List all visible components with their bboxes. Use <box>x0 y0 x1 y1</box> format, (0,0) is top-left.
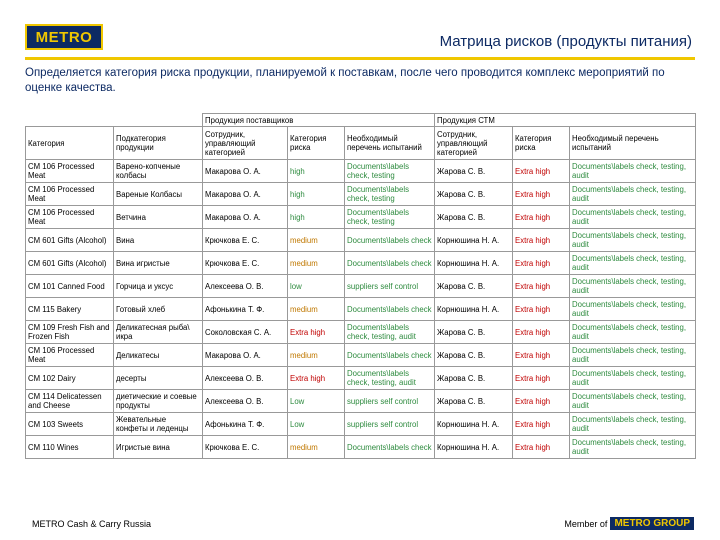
cell-subcategory: Горчица и уксус <box>114 275 203 298</box>
metro-logo <box>25 24 103 50</box>
cell-stm-employee: Жарова С. В. <box>435 160 513 183</box>
header-divider <box>25 57 695 60</box>
cell-tests: Documents\labels check, testing, audit <box>345 321 435 344</box>
cell-stm-tests: Documents\labels check, testing, audit <box>570 206 696 229</box>
cell-stm-tests: Documents\labels check, testing, audit <box>570 367 696 390</box>
cell-stm-employee: Жарова С. В. <box>435 344 513 367</box>
cell-tests: Documents\labels check <box>345 252 435 275</box>
cell-risk: medium <box>288 344 345 367</box>
cell-category: CM 106 Processed Meat <box>26 206 114 229</box>
cell-stm-employee: Корнюшина Н. А. <box>435 229 513 252</box>
cell-stm-tests: Documents\labels check, testing, audit <box>570 436 696 459</box>
cell-stm-risk: Extra high <box>513 252 570 275</box>
cell-tests: Documents\labels check, testing <box>345 160 435 183</box>
cell-stm-tests: Documents\labels check, testing, audit <box>570 321 696 344</box>
cell-stm-risk: Extra high <box>513 229 570 252</box>
cell-stm-employee: Жарова С. В. <box>435 206 513 229</box>
cell-employee: Алексеева О. В. <box>203 275 288 298</box>
cell-employee: Крючкова Е. С. <box>203 436 288 459</box>
cell-stm-employee: Жарова С. В. <box>435 275 513 298</box>
cell-risk: Low <box>288 390 345 413</box>
col-employee: Сотрудник, управляющий категорией <box>203 127 288 160</box>
table-row <box>26 344 696 367</box>
cell-category: CM 103 Sweets <box>26 413 114 436</box>
cell-stm-risk: Extra high <box>513 206 570 229</box>
cell-risk: high <box>288 183 345 206</box>
member-of-label: Member of <box>564 518 608 529</box>
column-header-row <box>26 127 696 160</box>
cell-stm-tests: Documents\labels check, testing, audit <box>570 275 696 298</box>
cell-category: CM 102 Dairy <box>26 367 114 390</box>
cell-stm-risk: Extra high <box>513 413 570 436</box>
footer-member <box>564 517 694 530</box>
cell-stm-risk: Extra high <box>513 321 570 344</box>
cell-tests: Documents\labels check <box>345 344 435 367</box>
cell-risk: Extra high <box>288 367 345 390</box>
table-body <box>26 160 696 459</box>
cell-subcategory: Деликатесная рыба\ икра <box>114 321 203 344</box>
cell-stm-risk: Extra high <box>513 436 570 459</box>
cell-category: CM 106 Processed Meat <box>26 183 114 206</box>
cell-tests: suppliers self control <box>345 275 435 298</box>
col-risk: Категория риска <box>288 127 345 160</box>
col-stm-employee: Сотрудник, управляющий категорией <box>435 127 513 160</box>
cell-tests: Documents\labels check, testing <box>345 183 435 206</box>
cell-employee: Алексеева О. В. <box>203 390 288 413</box>
col-subcategory: Подкатегория продукции <box>114 127 203 160</box>
cell-subcategory: Жевательные конфеты и леденцы <box>114 413 203 436</box>
cell-category: CM 106 Processed Meat <box>26 160 114 183</box>
cell-risk: medium <box>288 252 345 275</box>
table-row <box>26 229 696 252</box>
cell-subcategory: диетические и соевые продукты <box>114 390 203 413</box>
cell-employee: Соколовская С. А. <box>203 321 288 344</box>
cell-stm-tests: Documents\labels check, testing, audit <box>570 390 696 413</box>
cell-employee: Макарова О. А. <box>203 206 288 229</box>
logo-text: METRO <box>35 28 93 46</box>
cell-subcategory: Варено-копченые колбасы <box>114 160 203 183</box>
cell-employee: Афонькина Т. Ф. <box>203 298 288 321</box>
cell-category: CM 109 Fresh Fish and Frozen Fish <box>26 321 114 344</box>
group-stm: Продукция СТМ <box>435 114 696 127</box>
risk-matrix-table-wrap <box>25 113 695 459</box>
cell-subcategory: Вина игристые <box>114 252 203 275</box>
cell-stm-risk: Extra high <box>513 275 570 298</box>
group-suppliers: Продукция поставщиков <box>203 114 435 127</box>
table-row <box>26 390 696 413</box>
table-row <box>26 321 696 344</box>
cell-employee: Макарова О. А. <box>203 344 288 367</box>
cell-category: CM 110 Wines <box>26 436 114 459</box>
cell-tests: suppliers self control <box>345 390 435 413</box>
col-category: Категория <box>26 127 114 160</box>
cell-subcategory: Вина <box>114 229 203 252</box>
col-tests: Необходимый перечень испытаний <box>345 127 435 160</box>
cell-risk: high <box>288 160 345 183</box>
table-row <box>26 252 696 275</box>
cell-stm-employee: Корнюшина Н. А. <box>435 436 513 459</box>
cell-employee: Макарова О. А. <box>203 183 288 206</box>
cell-subcategory: Готовый хлеб <box>114 298 203 321</box>
cell-stm-employee: Жарова С. В. <box>435 321 513 344</box>
group-spacer <box>26 114 114 127</box>
table-row <box>26 183 696 206</box>
table-row <box>26 367 696 390</box>
header <box>0 0 720 58</box>
cell-stm-tests: Documents\labels check, testing, audit <box>570 252 696 275</box>
cell-stm-risk: Extra high <box>513 344 570 367</box>
footer-company: METRO Cash & Carry Russia <box>32 519 152 529</box>
page-subtitle: Определяется категория риска продукции, планируемой к поставкам, после чего проводится комплекс мероприятий по оценке качества. <box>25 67 665 94</box>
cell-tests: Documents\labels check, testing, audit <box>345 367 435 390</box>
cell-category: CM 114 Delicatessen and Cheese <box>26 390 114 413</box>
cell-stm-employee: Корнюшина Н. А. <box>435 252 513 275</box>
cell-risk: medium <box>288 298 345 321</box>
cell-risk: Extra high <box>288 321 345 344</box>
cell-stm-employee: Корнюшина Н. А. <box>435 298 513 321</box>
cell-stm-tests: Documents\labels check, testing, audit <box>570 160 696 183</box>
table-row <box>26 160 696 183</box>
table-row <box>26 206 696 229</box>
table-row <box>26 436 696 459</box>
col-stm-risk: Категория риска <box>513 127 570 160</box>
cell-risk: low <box>288 275 345 298</box>
cell-stm-employee: Жарова С. В. <box>435 390 513 413</box>
cell-employee: Макарова О. А. <box>203 160 288 183</box>
cell-risk: medium <box>288 229 345 252</box>
cell-employee: Крючкова Е. С. <box>203 252 288 275</box>
group-spacer <box>114 114 203 127</box>
cell-subcategory: Вареные Колбасы <box>114 183 203 206</box>
cell-tests: Documents\labels check <box>345 298 435 321</box>
cell-subcategory: Ветчина <box>114 206 203 229</box>
cell-category: CM 101 Canned Food <box>26 275 114 298</box>
cell-stm-employee: Жарова С. В. <box>435 183 513 206</box>
cell-category: CM 601 Gifts (Alcohol) <box>26 229 114 252</box>
cell-stm-employee: Корнюшина Н. А. <box>435 413 513 436</box>
col-stm-tests: Необходимый перечень испытаний <box>570 127 696 160</box>
cell-employee: Крючкова Е. С. <box>203 229 288 252</box>
cell-subcategory: Деликатесы <box>114 344 203 367</box>
cell-stm-risk: Extra high <box>513 390 570 413</box>
cell-stm-risk: Extra high <box>513 183 570 206</box>
cell-tests: Documents\labels check <box>345 436 435 459</box>
cell-stm-risk: Extra high <box>513 160 570 183</box>
cell-stm-tests: Documents\labels check, testing, audit <box>570 298 696 321</box>
cell-tests: Documents\labels check, testing <box>345 206 435 229</box>
cell-stm-tests: Documents\labels check, testing, audit <box>570 413 696 436</box>
table-row <box>26 298 696 321</box>
cell-risk: medium <box>288 436 345 459</box>
cell-employee: Алексеева О. В. <box>203 367 288 390</box>
cell-subcategory: десерты <box>114 367 203 390</box>
cell-category: CM 115 Bakery <box>26 298 114 321</box>
cell-risk: Low <box>288 413 345 436</box>
cell-tests: suppliers self control <box>345 413 435 436</box>
cell-tests: Documents\labels check <box>345 229 435 252</box>
cell-stm-tests: Documents\labels check, testing, audit <box>570 229 696 252</box>
table-row <box>26 275 696 298</box>
cell-category: CM 601 Gifts (Alcohol) <box>26 252 114 275</box>
page-title: Матрица рисков (продукты питания) <box>439 33 692 50</box>
cell-stm-risk: Extra high <box>513 367 570 390</box>
cell-employee: Афонькина Т. Ф. <box>203 413 288 436</box>
cell-category: CM 106 Processed Meat <box>26 344 114 367</box>
cell-stm-tests: Documents\labels check, testing, audit <box>570 344 696 367</box>
risk-matrix-table <box>25 113 696 459</box>
cell-risk: high <box>288 206 345 229</box>
cell-stm-tests: Documents\labels check, testing, audit <box>570 183 696 206</box>
cell-stm-employee: Жарова С. В. <box>435 367 513 390</box>
group-header-row <box>26 114 696 127</box>
metro-group-logo: METRO GROUP <box>610 517 694 530</box>
cell-stm-risk: Extra high <box>513 298 570 321</box>
table-row <box>26 413 696 436</box>
cell-subcategory: Игристые вина <box>114 436 203 459</box>
